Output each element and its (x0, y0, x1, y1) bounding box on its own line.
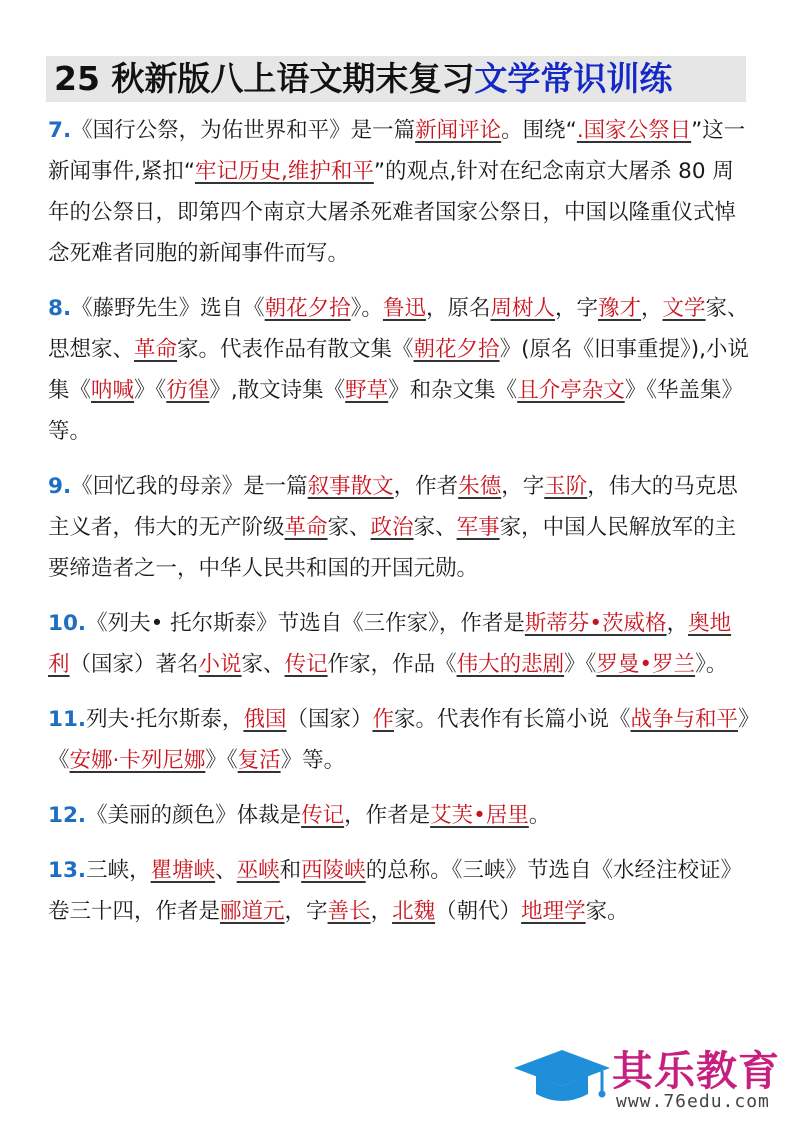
question-item (48, 466, 750, 589)
question-text: ，字 (284, 899, 328, 924)
question-text: 家、 (327, 515, 371, 540)
question-text: 》《 (564, 652, 597, 677)
answer-fill: 文学 (662, 296, 706, 321)
question-item (48, 110, 750, 274)
answer-fill: 郦道元 (220, 899, 285, 924)
question-text: ，字 (501, 474, 545, 499)
answer-fill: 巫峡 (236, 858, 280, 883)
question-text: 《国行公祭，为佑世界和平》是一篇 (71, 118, 416, 143)
question-text: 》,散文诗集《 (209, 378, 346, 403)
graduation-cap-icon (512, 1046, 612, 1110)
question-number: 10. (48, 611, 87, 636)
question-text: 《回忆我的母亲》是一篇 (71, 474, 308, 499)
question-text: ，作者是 (344, 803, 431, 828)
question-text: 、 (215, 858, 237, 883)
answer-fill: 彷徨 (166, 378, 210, 403)
question-number: 9. (48, 474, 72, 499)
question-text: （国家） (286, 707, 373, 732)
answer-fill: 俄国 (243, 707, 287, 732)
answer-fill: 朝花夕拾 (264, 296, 351, 321)
answer-fill: 叙事散文 (307, 474, 394, 499)
answer-fill: 革命 (284, 515, 328, 540)
question-text: 》《 (48, 707, 749, 773)
question-text: ，作者 (393, 474, 459, 499)
question-text: 家。代表作有长篇小说《 (393, 707, 631, 732)
answer-fill: 战争与和平 (630, 707, 739, 732)
question-list (48, 110, 750, 946)
answer-fill: 罗曼•罗兰 (596, 652, 696, 677)
question-item (48, 850, 750, 932)
answer-fill: 西陵峡 (301, 858, 366, 883)
question-text: 》。 (350, 296, 383, 321)
question-text: 家、 (413, 515, 457, 540)
answer-fill: 安娜·卡列尼娜 (69, 748, 206, 773)
question-text: 家。 (585, 899, 629, 924)
question-text: ， (666, 611, 689, 636)
question-text: （国家）著名 (69, 652, 199, 677)
answer-fill: 牢记历史,维护和平 (194, 159, 374, 184)
question-number: 11. (48, 707, 87, 732)
question-text: 三峡， (86, 858, 151, 883)
answer-fill: 奥地利 (48, 611, 732, 677)
question-text: 。围绕“ (501, 118, 577, 143)
question-text: 家，中国人民解放军的主要缔造者之一，中华人民共和国的开国元勋。 (48, 515, 737, 581)
answer-fill: 朝花夕拾 (413, 337, 500, 362)
answer-fill: 小说 (198, 652, 242, 677)
answer-fill: 北魏 (392, 899, 436, 924)
question-text: 列夫·托尔斯泰， (86, 707, 244, 732)
logo-url: www.76edu.com (616, 1091, 770, 1112)
answer-fill: 传记 (284, 652, 328, 677)
brand-logo (512, 1038, 787, 1118)
question-text: 《列夫• 托尔斯泰》节选自《三作家》，作者是 (86, 611, 525, 636)
question-item (48, 603, 750, 685)
question-item (48, 288, 750, 452)
logo-name: 其乐教育 (612, 1047, 780, 1095)
question-number: 8. (48, 296, 72, 321)
question-text: 作家，作品《 (327, 652, 457, 677)
answer-fill: 豫才 (598, 296, 642, 321)
question-text: ，字 (554, 296, 598, 321)
page-title (46, 56, 746, 102)
answer-fill: 瞿塘峡 (150, 858, 216, 883)
question-item (48, 795, 750, 836)
question-text: 》等。 (280, 748, 346, 773)
answer-fill: 周树人 (490, 296, 555, 321)
answer-fill: 斯蒂芬•茨威格 (524, 611, 667, 636)
question-item (48, 699, 750, 781)
answer-fill: 新闻评论 (415, 118, 502, 143)
answer-fill: 传记 (301, 803, 345, 828)
answer-fill: 鲁迅 (382, 296, 426, 321)
question-text: 家、 (241, 652, 285, 677)
answer-fill: 野草 (345, 378, 389, 403)
question-text: ， (641, 296, 663, 321)
title-main: 25 秋新版八上语文期末复习 (54, 59, 475, 98)
question-text: 》《 (134, 378, 167, 403)
question-text: ， (370, 899, 393, 924)
answer-fill: 且介亭杂文 (517, 378, 625, 403)
answer-fill: 朱德 (458, 474, 502, 499)
question-number: 12. (48, 803, 87, 828)
answer-fill: 作 (372, 707, 394, 732)
question-text: 》《华盖集》等。 (48, 378, 743, 444)
question-text: 》(原名《旧事重提》),小说集《 (48, 337, 749, 403)
question-number: 7. (48, 118, 72, 143)
answer-fill: 伟大的悲剧 (456, 652, 565, 677)
question-text: 》。 (695, 652, 728, 677)
question-text: 和 (279, 858, 302, 883)
question-text: 》《 (205, 748, 238, 773)
title-accent: 文学常识训练 (474, 59, 673, 98)
question-text: 家。代表作品有散文集《 (177, 337, 414, 362)
answer-fill: 玉阶 (544, 474, 588, 499)
answer-fill: 军事 (456, 515, 500, 540)
answer-fill: 呐喊 (91, 378, 135, 403)
question-text: ”的观点,针对在纪念南京大屠杀 80 周年的公祭日，即第四个南京大屠杀死难者国家公祭日，中国以隆重仪式悼念死难者同胞的新闻事件而写。 (48, 159, 737, 266)
answer-fill: 艾芙•居里 (430, 803, 529, 828)
question-text: ，原名 (425, 296, 491, 321)
question-text: 《美丽的颜色》体裁是 (86, 803, 302, 828)
answer-fill: 政治 (370, 515, 414, 540)
answer-fill: 革命 (134, 337, 178, 362)
question-text: 》和杂文集《 (388, 378, 518, 403)
answer-fill: 复活 (237, 748, 281, 773)
question-text: ”这一新闻事件,紧扣“ (48, 118, 746, 184)
answer-fill: .国家公祭日 (576, 118, 692, 143)
answer-fill: 善长 (327, 899, 371, 924)
question-text: （朝代） (435, 899, 522, 924)
question-number: 13. (48, 858, 87, 883)
question-text: ，伟大的马克思主义者，伟大的无产阶级 (48, 474, 738, 540)
question-text: 《藤野先生》选自《 (71, 296, 265, 321)
question-text: 。 (528, 803, 551, 828)
question-text: 的总称。《三峡》节选自《水经注校证》卷三十四，作者是 (48, 858, 742, 924)
question-text: 家、思想家、 (48, 296, 749, 362)
answer-fill: 地理学 (521, 899, 586, 924)
